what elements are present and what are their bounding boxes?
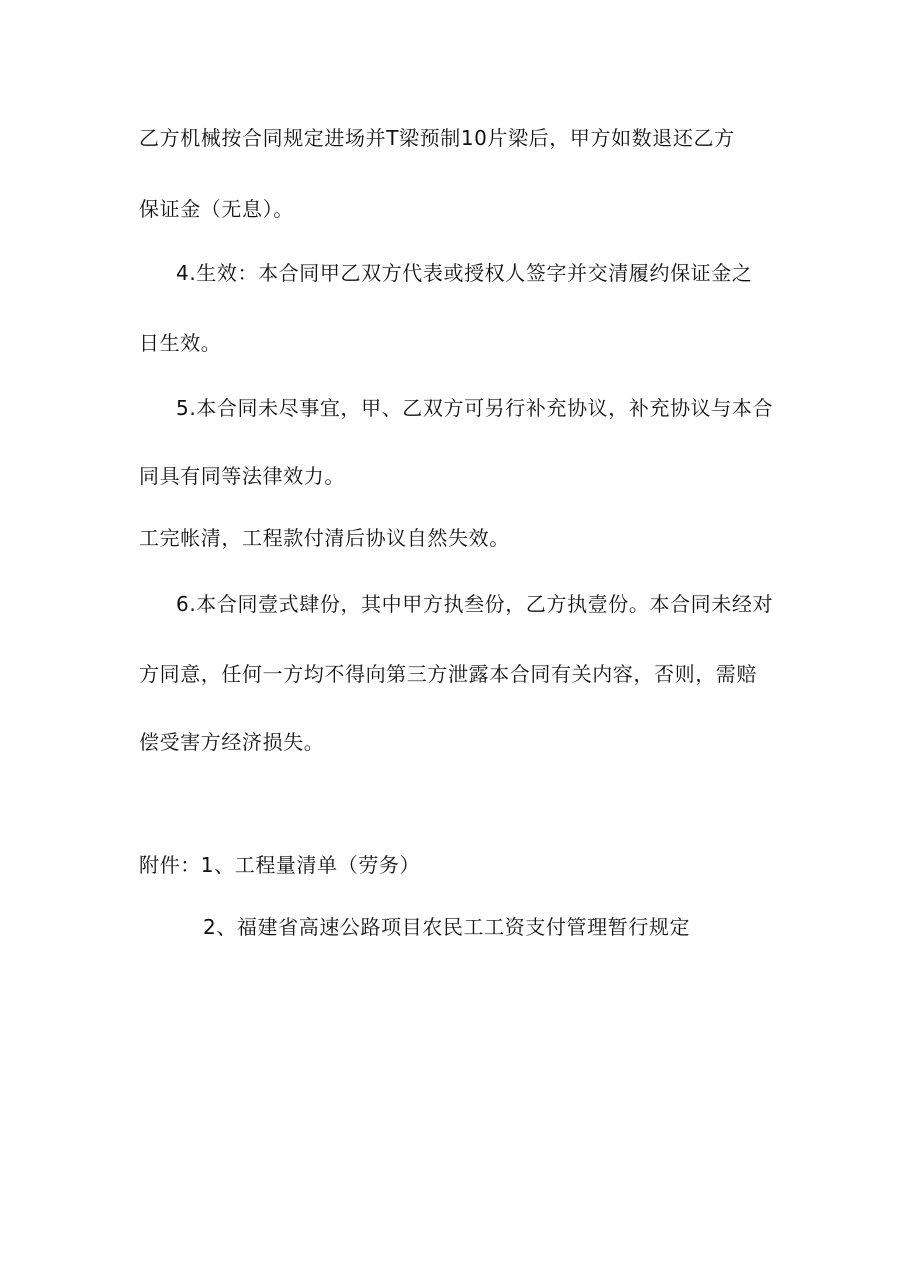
attachment-1: 附件：1、工程量清单（劳务） xyxy=(139,853,421,877)
paragraph-4-line-1: 4.生效：本合同甲乙双方代表或授权人签字并交清履约保证金之 xyxy=(176,261,753,285)
paragraph-3-line-1: 乙方机械按合同规定进场并T梁预制10片梁后，甲方如数退还乙方 xyxy=(139,126,735,150)
paragraph-6-line-3: 偿受害方经济损失。 xyxy=(139,730,325,754)
paragraph-6-line-2: 方同意，任何一方均不得向第三方泄露本合同有关内容，否则，需赔 xyxy=(139,662,757,686)
paragraph-4-line-2: 日生效。 xyxy=(139,331,222,355)
attachment-2: 2、福建省高速公路项目农民工工资支付管理暂行规定 xyxy=(203,915,691,939)
paragraph-6-line-1: 6.本合同壹式肆份，其中甲方执叁份，乙方执壹份。本合同未经对 xyxy=(176,592,774,616)
paragraph-termination: 工完帐清，工程款付清后协议自然失效。 xyxy=(139,526,510,550)
paragraph-5-line-1: 5.本合同未尽事宜，甲、乙双方可另行补充协议，补充协议与本合 xyxy=(176,396,774,420)
paragraph-5-line-2: 同具有同等法律效力。 xyxy=(139,464,345,488)
paragraph-3-line-2: 保证金（无息）。 xyxy=(139,197,294,221)
